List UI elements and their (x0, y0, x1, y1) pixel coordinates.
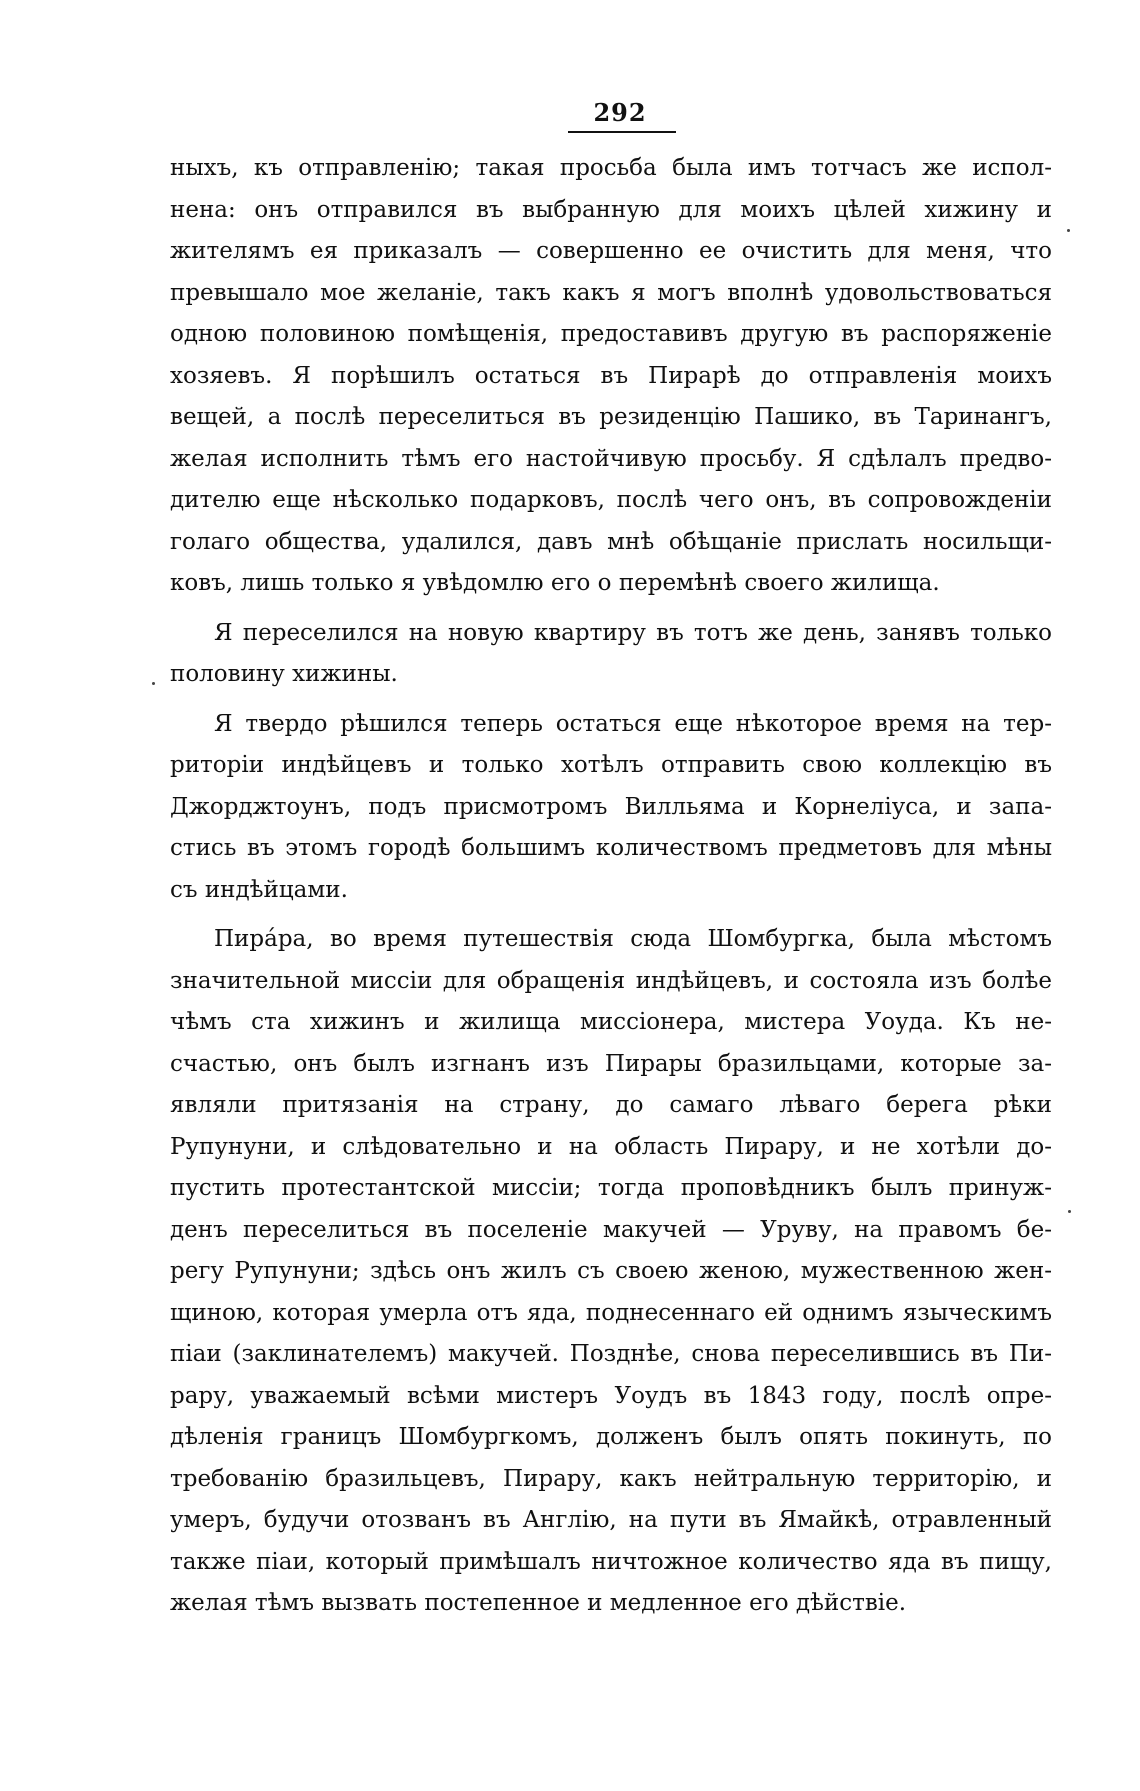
text-line: умеръ, будучи отозванъ въ Англію, на пути въ Ямайкѣ, отравленный (170, 1507, 1052, 1533)
paragraph (170, 613, 1052, 696)
text-line: ковъ, лишь только я увѣдомлю его о перемѣнѣ своего жилища. (170, 570, 940, 596)
text-line: являли притязанія на страну, до самаго лѣваго берега рѣки (170, 1092, 1052, 1118)
scan-speck (1068, 1210, 1071, 1213)
text-line: нена: онъ отправился въ выбранную для моихъ цѣлей хижину и (170, 196, 1052, 223)
text-line: Пира́ра, во время путешествія сюда Шомбургка, была мѣстомъ (214, 926, 1052, 952)
text-line: значительной миссіи для обращенія индѣйцевъ, и состояла изъ болѣе (170, 967, 1052, 994)
text-line: дѣленія границъ Шомбургкомъ, долженъ былъ опять покинуть, по (170, 1424, 1052, 1450)
text-line: дителю еще нѣсколько подарковъ, послѣ чего онъ, въ сопровожденіи (170, 487, 1052, 513)
text-line: денъ переселиться въ поселеніе макучей — Уруву, на правомъ бе- (170, 1216, 1052, 1243)
text-line: желая исполнить тѣмъ его настойчивую просьбу. Я сдѣлалъ предво- (170, 445, 1052, 472)
text-line: Джорджтоунъ, подъ присмотромъ Вилльяма и Корнеліуса, и запа- (170, 793, 1052, 820)
text-line: желая тѣмъ вызвать постепенное и медленное его дѣйствіе. (170, 1590, 907, 1616)
text-line: чѣмъ ста хижинъ и жилища миссіонера, мистера Уоуда. Къ не- (170, 1009, 1052, 1035)
text-line: голаго общества, удалился, давъ мнѣ обѣщаніе прислать носильщи- (170, 528, 1052, 555)
scan-speck (1067, 229, 1070, 232)
text-line: піаи (заклинателемъ) макучей. Позднѣе, снова переселившись въ Пи- (170, 1341, 1052, 1367)
page-number-rule (568, 131, 676, 133)
text-line: одною половиною помѣщенія, предоставивъ другую въ распоряженіе (170, 321, 1052, 347)
paragraph (170, 919, 1052, 1625)
text-line: пустить протестантской миссіи; тогда проповѣдникъ былъ принуж- (170, 1175, 1052, 1201)
text-line: Рупунуни, и слѣдовательно и на область Пирару, и не хотѣли до- (170, 1133, 1052, 1160)
paragraph (170, 148, 1052, 605)
text-line: щиною, которая умерла отъ яда, поднесеннаго ей однимъ языческимъ (170, 1299, 1052, 1326)
text-line: риторіи индѣйцевъ и только хотѣлъ отправить свою коллекцію въ (170, 752, 1052, 778)
paragraph (170, 704, 1052, 912)
page-number: 292 (593, 98, 647, 127)
text-line: съ индѣйцами. (170, 876, 348, 903)
text-line: Я твердо рѣшился теперь остаться еще нѣкоторое время на тер- (214, 710, 1052, 737)
text-line: половину хижины. (170, 661, 398, 687)
scan-speck (152, 682, 155, 685)
text-line: превышало мое желаніе, такъ какъ я могъ вполнѣ удовольствоваться (170, 279, 1052, 306)
text-line: требованію бразильцевъ, Пирару, какъ нейтральную территорію, и (170, 1465, 1052, 1492)
text-line: вещей, а послѣ переселиться въ резиденцію Пашико, въ Таринангъ, (170, 404, 1052, 430)
text-line: стись въ этомъ городѣ большимъ количествомъ предметовъ для мѣны (170, 835, 1052, 861)
text-line: Я переселился на новую квартиру въ тотъ же день, занявъ только (214, 619, 1052, 646)
text-line: регу Рупунуни; здѣсь онъ жилъ съ своею женою, мужественною жен- (170, 1258, 1052, 1284)
text-line: ныхъ, къ отправленію; такая просьба была имъ тотчасъ же испол- (170, 155, 1052, 181)
text-line: жителямъ ея приказалъ — совершенно ее очистить для меня, что (170, 238, 1052, 264)
text-line: хозяевъ. Я порѣшилъ остаться въ Пирарѣ до отправленія моихъ (170, 362, 1052, 389)
text-line: счастью, онъ былъ изгнанъ изъ Пирары бразильцами, которые за- (170, 1050, 1052, 1077)
text-line: также піаи, который примѣшалъ ничтожное количество яда въ пищу, (170, 1548, 1052, 1575)
text-line: рару, уважаемый всѣми мистеръ Уоудъ въ 1843 году, послѣ опре- (170, 1382, 1052, 1409)
body-text (170, 148, 1052, 1625)
